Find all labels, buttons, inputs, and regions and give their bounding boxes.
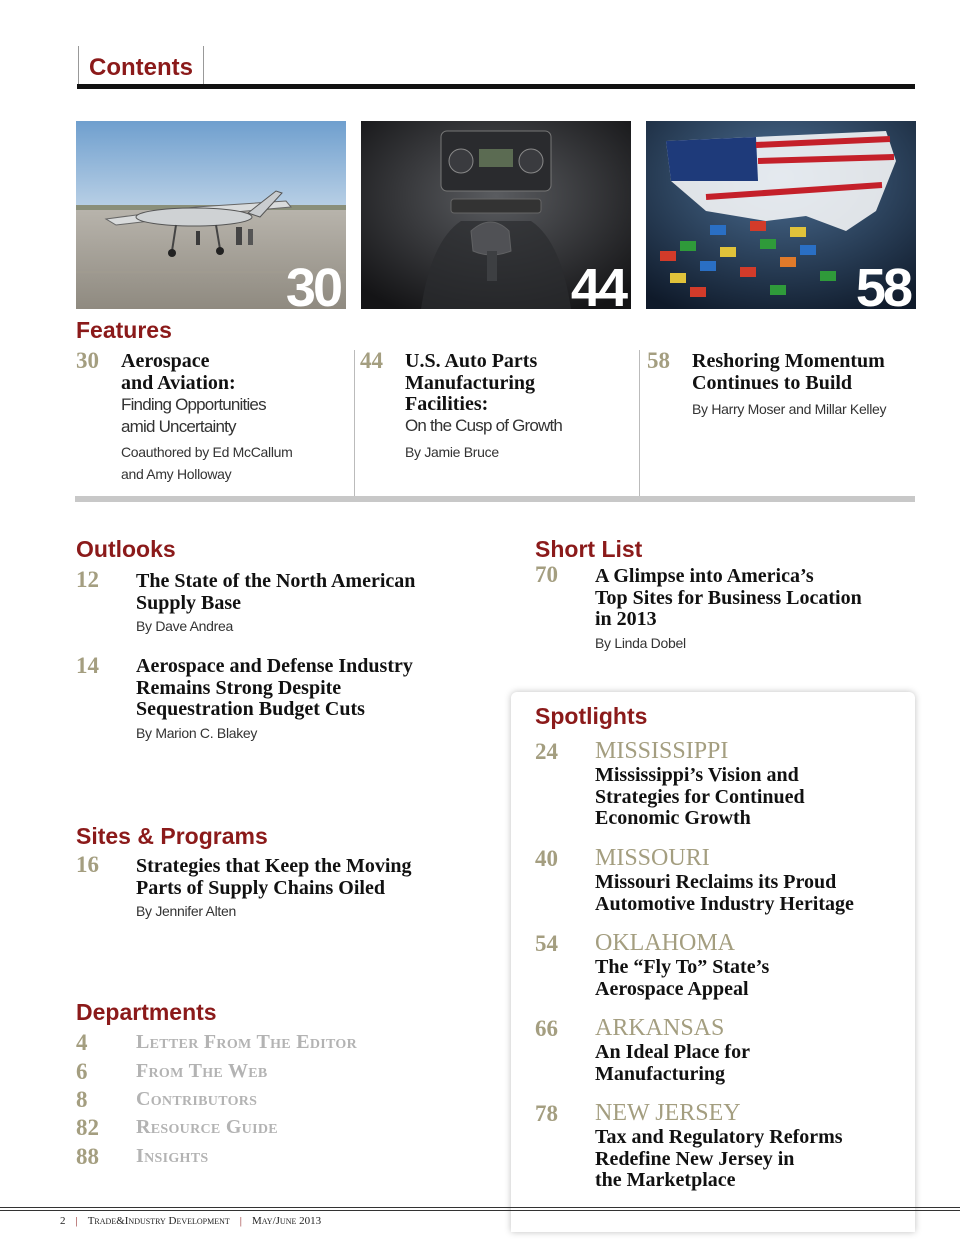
feature-image-number: 30 [285, 258, 340, 309]
spotlight-page-number: 54 [535, 931, 558, 956]
footer-separator: | [239, 1215, 242, 1227]
short-list-title[interactable] [595, 566, 862, 631]
outlook-title[interactable] [136, 656, 413, 721]
outlook-page-number: 12 [76, 567, 99, 592]
footer-publication: Trade&Industry Development [87, 1215, 230, 1227]
feature-divider [639, 350, 640, 496]
feature-subtitle-line: On the Cusp of Growth [405, 416, 563, 435]
footer-rule [0, 1210, 960, 1211]
page-footer [60, 1215, 321, 1227]
spotlight-title-line: Automotive Industry Heritage [595, 892, 854, 915]
sites-byline: By Jennifer Alten [136, 903, 236, 919]
spotlight-state: NEW JERSEY [595, 1100, 741, 1126]
sites-title-line: Strategies that Keep the Moving [136, 855, 412, 877]
outlook-byline: By Dave Andrea [136, 618, 233, 634]
feature-title[interactable] [405, 351, 537, 416]
sites-title-line: Parts of Supply Chains Oiled [136, 876, 385, 899]
department-item-contributors[interactable]: Contributors [136, 1088, 258, 1110]
department-page-number: 82 [76, 1115, 99, 1140]
feature-title[interactable] [121, 351, 236, 394]
outlook-title-line: Supply Base [136, 591, 242, 614]
feature-subtitle [405, 415, 562, 437]
spotlight-title[interactable] [595, 765, 805, 830]
footer-separator: | [75, 1215, 78, 1227]
feature-image-reshoring[interactable] [646, 121, 916, 309]
header-rule [77, 84, 915, 89]
outlook-page-number: 14 [76, 653, 99, 678]
feature-title-line: Manufacturing [405, 371, 535, 394]
spotlight-title-line: An Ideal Place for [595, 1041, 750, 1063]
feature-byline-line: and Amy Holloway [121, 466, 232, 482]
feature-byline [121, 441, 292, 485]
outlooks-heading: Outlooks [76, 536, 176, 562]
spotlight-state: MISSOURI [595, 845, 710, 871]
footer-rule [0, 1207, 960, 1208]
feature-title-line: Continues to Build [692, 371, 853, 394]
spotlight-state: OKLAHOMA [595, 930, 735, 956]
spotlight-state: ARKANSAS [595, 1015, 725, 1041]
spotlight-page-number: 24 [535, 739, 558, 764]
feature-divider [354, 350, 355, 496]
spotlight-state: MISSISSIPPI [595, 738, 729, 764]
feature-subtitle-line: Finding Opportunities [121, 395, 266, 414]
short-list-title-line: Top Sites for Business Location [595, 586, 862, 609]
outlook-title-line: Aerospace and Defense Industry [136, 655, 413, 677]
feature-page-number: 30 [76, 348, 99, 373]
feature-page-number: 58 [647, 348, 670, 373]
footer-page-number: 2 [60, 1215, 66, 1227]
department-item-resource-guide[interactable]: Resource Guide [136, 1116, 278, 1138]
short-list-byline: By Linda Dobel [595, 635, 686, 651]
feature-byline-line: By Jamie Bruce [405, 444, 499, 460]
feature-title[interactable] [692, 351, 885, 394]
outlook-title[interactable] [136, 571, 415, 614]
feature-page-number: 44 [360, 348, 383, 373]
department-page-number: 4 [76, 1030, 88, 1055]
department-item-letter-from-editor[interactable]: Letter From The Editor [136, 1031, 358, 1053]
spotlight-title-line: Redefine New Jersey in [595, 1147, 795, 1170]
feature-byline [405, 441, 499, 463]
spotlight-title-line: The “Fly To” State’s [595, 956, 770, 978]
outlook-title-line: Sequestration Budget Cuts [136, 698, 365, 720]
feature-image-number: 44 [570, 258, 625, 309]
sites-page-number: 16 [76, 852, 99, 877]
feature-byline [692, 398, 886, 420]
spotlight-title-line: Aerospace Appeal [595, 977, 749, 1000]
features-heading: Features [76, 317, 172, 343]
feature-subtitle-line: amid Uncertainty [121, 417, 236, 436]
spotlight-page-number: 66 [535, 1016, 558, 1041]
feature-title-line: Reshoring Momentum [692, 350, 885, 372]
short-list-title-line: in 2013 [595, 608, 657, 630]
sites-programs-heading: Sites & Programs [76, 823, 268, 849]
sites-title[interactable] [136, 856, 412, 899]
footer-issue: May/June 2013 [251, 1215, 322, 1227]
page-title: Contents [78, 46, 204, 86]
feature-subtitle [121, 394, 266, 438]
short-list-title-line: A Glimpse into America’s [595, 565, 814, 587]
feature-image-drone[interactable] [76, 121, 346, 309]
spotlights-heading: Spotlights [535, 703, 648, 729]
spotlight-page-number: 40 [535, 846, 558, 871]
feature-title-line: U.S. Auto Parts [405, 350, 538, 372]
spotlight-title[interactable] [595, 1042, 750, 1085]
spotlight-title-line: Economic Growth [595, 807, 751, 829]
spotlight-title-line: Tax and Regulatory Reforms [595, 1126, 843, 1148]
department-page-number: 8 [76, 1087, 88, 1112]
outlook-title-line: Remains Strong Despite [136, 676, 342, 699]
spotlight-title[interactable] [595, 1127, 843, 1192]
spotlight-title-line: Strategies for Continued [595, 785, 805, 808]
department-item-insights[interactable]: Insights [136, 1145, 209, 1167]
outlook-byline: By Marion C. Blakey [136, 725, 258, 741]
spotlight-title-line: the Marketplace [595, 1169, 736, 1191]
feature-image-number: 58 [855, 258, 910, 309]
spotlight-title[interactable] [595, 957, 769, 1000]
feature-title-line: Aerospace [121, 350, 210, 372]
spotlight-title[interactable] [595, 872, 854, 915]
short-list-page-number: 70 [535, 562, 558, 587]
features-bottom-rule [75, 496, 915, 502]
spotlight-title-line: Mississippi’s Vision and [595, 764, 799, 786]
department-page-number: 6 [76, 1059, 88, 1084]
department-item-from-the-web[interactable]: From The Web [136, 1060, 268, 1082]
feature-title-line: and Aviation: [121, 371, 236, 394]
feature-byline-line: Coauthored by Ed McCallum [121, 444, 293, 460]
spotlight-title-line: Manufacturing [595, 1062, 725, 1085]
departments-heading: Departments [76, 999, 217, 1025]
feature-image-car[interactable] [361, 121, 631, 309]
spotlight-title-line: Missouri Reclaims its Proud [595, 871, 837, 893]
feature-byline-line: By Harry Moser and Millar Kelley [692, 401, 887, 417]
short-list-heading: Short List [535, 536, 643, 562]
feature-title-line: Facilities: [405, 393, 489, 415]
spotlight-page-number: 78 [535, 1101, 558, 1126]
outlook-title-line: The State of the North American [136, 570, 416, 592]
department-page-number: 88 [76, 1144, 99, 1169]
